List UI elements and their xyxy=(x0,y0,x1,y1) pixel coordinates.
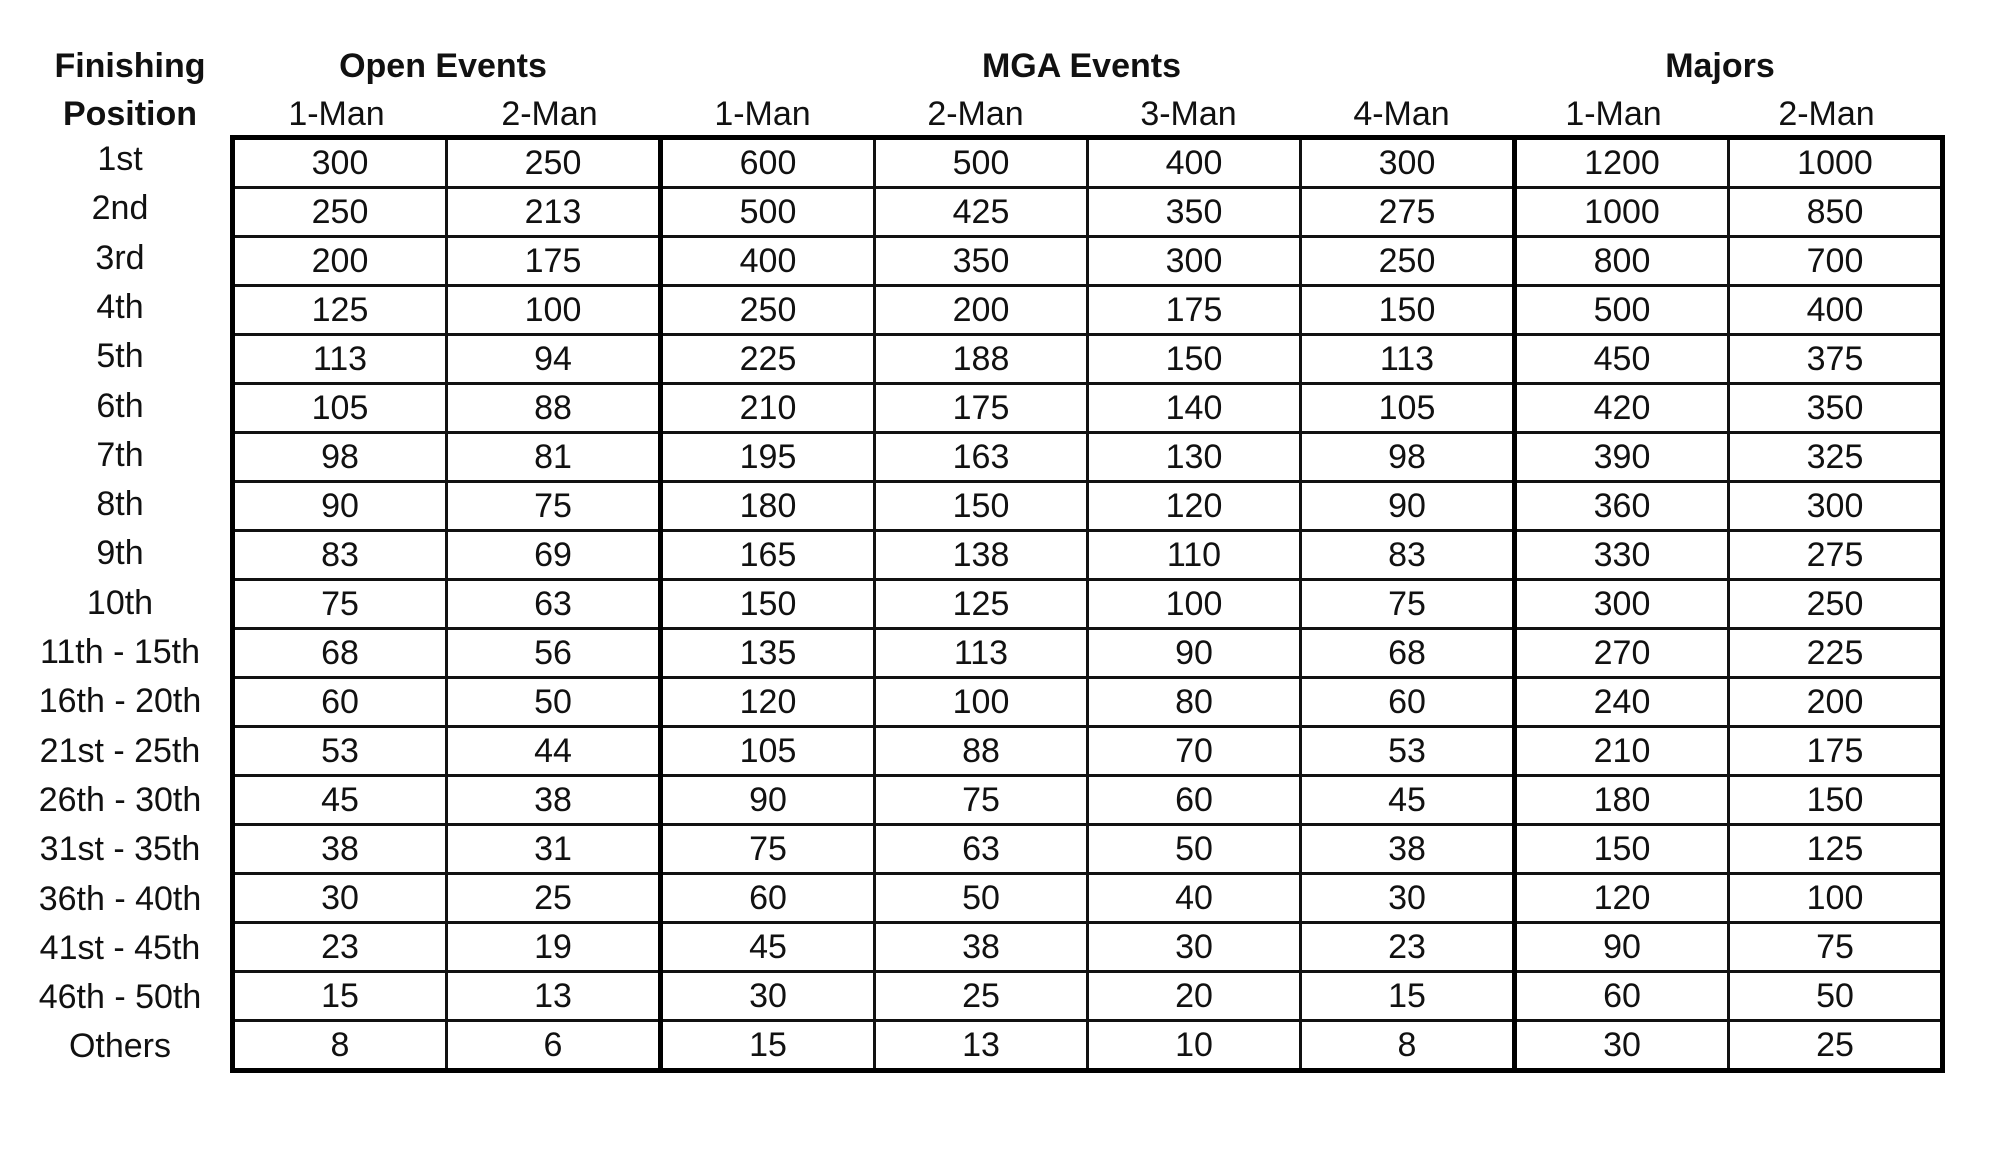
table-cell: 113 xyxy=(1301,335,1515,384)
table-row xyxy=(233,972,1943,1021)
table-cell: 120 xyxy=(1515,874,1729,923)
table-row xyxy=(233,531,1943,580)
table-cell: 390 xyxy=(1515,433,1729,482)
table-cell: 150 xyxy=(1515,825,1729,874)
table-cell: 450 xyxy=(1515,335,1729,384)
row-label: 11th - 15th xyxy=(39,633,201,671)
table-cell: 375 xyxy=(1729,335,1943,384)
table-cell: 69 xyxy=(447,531,661,580)
table-cell: 225 xyxy=(661,335,875,384)
table-row xyxy=(233,776,1943,825)
table-row xyxy=(233,727,1943,776)
table-cell: 75 xyxy=(875,776,1088,825)
table-cell: 135 xyxy=(661,629,875,678)
finishing-position-header-line2: Position xyxy=(62,95,198,133)
row-label: 8th xyxy=(96,485,144,524)
table-cell: 68 xyxy=(1301,629,1515,678)
table-cell: 30 xyxy=(1088,923,1301,972)
finishing-position-header-line1: Finishing xyxy=(54,47,206,85)
table-cell: 163 xyxy=(875,433,1088,482)
table-cell: 350 xyxy=(1088,188,1301,237)
table-cell: 175 xyxy=(1088,286,1301,335)
table-cell: 90 xyxy=(1515,923,1729,972)
table-cell: 83 xyxy=(1301,531,1515,580)
table-cell: 110 xyxy=(1088,531,1301,580)
table-cell: 270 xyxy=(1515,629,1729,678)
table-cell: 300 xyxy=(1729,482,1943,531)
table-cell: 180 xyxy=(661,482,875,531)
table-cell: 13 xyxy=(447,972,661,1021)
table-cell: 138 xyxy=(875,531,1088,580)
row-label: 16th - 20th xyxy=(38,682,202,721)
table-cell: 165 xyxy=(661,531,875,580)
table-cell: 400 xyxy=(1729,286,1943,335)
table-cell: 98 xyxy=(1301,433,1515,482)
table-cell: 30 xyxy=(233,874,447,923)
table-cell: 31 xyxy=(447,825,661,874)
table-cell: 45 xyxy=(661,923,875,972)
table-row xyxy=(233,580,1943,629)
table-cell: 120 xyxy=(1088,482,1301,531)
table-cell: 6 xyxy=(447,1021,661,1071)
table-cell: 700 xyxy=(1729,237,1943,286)
table-cell: 68 xyxy=(233,629,447,678)
table-cell: 75 xyxy=(661,825,875,874)
table-cell: 325 xyxy=(1729,433,1943,482)
table-cell: 195 xyxy=(661,433,875,482)
table-cell: 90 xyxy=(233,482,447,531)
table-cell: 105 xyxy=(233,384,447,433)
table-row xyxy=(233,188,1943,237)
table-cell: 100 xyxy=(1729,874,1943,923)
table-cell: 300 xyxy=(1088,237,1301,286)
table-cell: 88 xyxy=(875,727,1088,776)
table-cell: 19 xyxy=(447,923,661,972)
table-cell: 175 xyxy=(1729,727,1943,776)
table-cell: 300 xyxy=(233,138,447,188)
row-label: 9th xyxy=(96,534,144,573)
table-row xyxy=(233,825,1943,874)
table-cell: 125 xyxy=(875,580,1088,629)
table-cell: 100 xyxy=(447,286,661,335)
table-cell: 250 xyxy=(661,286,875,335)
row-label: 3rd xyxy=(95,238,145,277)
table-cell: 500 xyxy=(1515,286,1729,335)
table-cell: 330 xyxy=(1515,531,1729,580)
subheader-mga-4man: 4-Man xyxy=(1353,95,1450,133)
table-cell: 100 xyxy=(1088,580,1301,629)
table-cell: 150 xyxy=(1301,286,1515,335)
table-cell: 250 xyxy=(1729,580,1943,629)
table-cell: 300 xyxy=(1301,138,1515,188)
table-cell: 275 xyxy=(1301,188,1515,237)
table-cell: 63 xyxy=(875,825,1088,874)
table-cell: 45 xyxy=(233,776,447,825)
table-cell: 94 xyxy=(447,335,661,384)
table-cell: 420 xyxy=(1515,384,1729,433)
table-cell: 60 xyxy=(1088,776,1301,825)
row-label: 31st - 35th xyxy=(39,830,201,869)
table-cell: 200 xyxy=(233,237,447,286)
table-cell: 10 xyxy=(1088,1021,1301,1071)
table-cell: 20 xyxy=(1088,972,1301,1021)
table-cell: 60 xyxy=(1301,678,1515,727)
group-header-majors: Majors xyxy=(1665,47,1775,85)
table-cell: 30 xyxy=(1301,874,1515,923)
table-row xyxy=(233,629,1943,678)
table-cell: 53 xyxy=(1301,727,1515,776)
table-cell: 400 xyxy=(1088,138,1301,188)
table-cell: 15 xyxy=(661,1021,875,1071)
table-cell: 175 xyxy=(447,237,661,286)
table-cell: 100 xyxy=(875,678,1088,727)
table-cell: 88 xyxy=(447,384,661,433)
table-cell: 38 xyxy=(233,825,447,874)
table-cell: 350 xyxy=(1729,384,1943,433)
table-row xyxy=(233,923,1943,972)
subheader-majors-2man: 2-Man xyxy=(1778,95,1875,133)
table-cell: 250 xyxy=(1301,237,1515,286)
row-label: 7th xyxy=(96,435,144,474)
table-cell: 30 xyxy=(661,972,875,1021)
table-cell: 1000 xyxy=(1729,138,1943,188)
table-cell: 25 xyxy=(447,874,661,923)
table-cell: 70 xyxy=(1088,727,1301,776)
table-row xyxy=(233,482,1943,531)
table-cell: 850 xyxy=(1729,188,1943,237)
row-label: 4th xyxy=(96,287,144,326)
table-cell: 50 xyxy=(1729,972,1943,1021)
row-label: 36th - 40th xyxy=(38,879,202,918)
table-cell: 150 xyxy=(875,482,1088,531)
subheader-open-1man: 1-Man xyxy=(288,95,385,133)
table-cell: 425 xyxy=(875,188,1088,237)
table-cell: 60 xyxy=(661,874,875,923)
row-label: 41st - 45th xyxy=(39,928,201,967)
table-cell: 80 xyxy=(1088,678,1301,727)
row-label: 21st - 25th xyxy=(39,731,201,770)
table-cell: 23 xyxy=(1301,923,1515,972)
table-cell: 90 xyxy=(661,776,875,825)
table-cell: 13 xyxy=(875,1021,1088,1071)
table-cell: 81 xyxy=(447,433,661,482)
row-label: 10th xyxy=(86,583,154,622)
table-cell: 275 xyxy=(1729,531,1943,580)
subheader-mga-1man: 1-Man xyxy=(714,95,811,133)
table-row xyxy=(233,1021,1943,1071)
table-row xyxy=(233,874,1943,923)
table-cell: 1000 xyxy=(1515,188,1729,237)
table-cell: 500 xyxy=(661,188,875,237)
table-cell: 8 xyxy=(1301,1021,1515,1071)
table-cell: 105 xyxy=(1301,384,1515,433)
table-cell: 120 xyxy=(661,678,875,727)
table-cell: 56 xyxy=(447,629,661,678)
row-label: 5th xyxy=(96,337,144,376)
row-label: 1st xyxy=(97,140,143,178)
group-header-open-events: Open Events xyxy=(339,47,547,85)
table-cell: 600 xyxy=(661,138,875,188)
subheader-mga-2man: 2-Man xyxy=(927,95,1024,133)
table-cell: 75 xyxy=(1301,580,1515,629)
table-cell: 150 xyxy=(661,580,875,629)
table-cell: 98 xyxy=(233,433,447,482)
table-cell: 188 xyxy=(875,335,1088,384)
table-row xyxy=(233,384,1943,433)
table-cell: 210 xyxy=(1515,727,1729,776)
table-cell: 44 xyxy=(447,727,661,776)
table-cell: 45 xyxy=(1301,776,1515,825)
table-cell: 105 xyxy=(661,727,875,776)
table-cell: 150 xyxy=(1729,776,1943,825)
table-cell: 125 xyxy=(233,286,447,335)
subheader-mga-3man: 3-Man xyxy=(1140,95,1237,133)
table-cell: 180 xyxy=(1515,776,1729,825)
table-cell: 210 xyxy=(661,384,875,433)
table-cell: 213 xyxy=(447,188,661,237)
table-cell: 38 xyxy=(447,776,661,825)
table-row xyxy=(233,335,1943,384)
table-row xyxy=(233,237,1943,286)
table-cell: 50 xyxy=(447,678,661,727)
table-cell: 25 xyxy=(1729,1021,1943,1071)
table-cell: 90 xyxy=(1088,629,1301,678)
table-cell: 200 xyxy=(1729,678,1943,727)
table-cell: 15 xyxy=(233,972,447,1021)
table-cell: 350 xyxy=(875,237,1088,286)
table-cell: 125 xyxy=(1729,825,1943,874)
row-label: 6th xyxy=(96,386,144,425)
table-cell: 300 xyxy=(1515,580,1729,629)
table-cell: 800 xyxy=(1515,237,1729,286)
table-cell: 113 xyxy=(875,629,1088,678)
table-cell: 40 xyxy=(1088,874,1301,923)
table-cell: 53 xyxy=(233,727,447,776)
table-cell: 90 xyxy=(1301,482,1515,531)
table-cell: 75 xyxy=(1729,923,1943,972)
table-cell: 60 xyxy=(233,678,447,727)
table-cell: 140 xyxy=(1088,384,1301,433)
group-header-mga-events: MGA Events xyxy=(981,47,1181,85)
table-cell: 360 xyxy=(1515,482,1729,531)
table-cell: 8 xyxy=(233,1021,447,1071)
subheader-majors-1man: 1-Man xyxy=(1565,95,1662,133)
table-cell: 400 xyxy=(661,237,875,286)
row-label: 26th - 30th xyxy=(38,780,202,819)
table-row xyxy=(233,286,1943,335)
table-cell: 83 xyxy=(233,531,447,580)
table-cell: 25 xyxy=(875,972,1088,1021)
table-cell: 200 xyxy=(875,286,1088,335)
row-label: Others xyxy=(68,1027,172,1066)
subheader-open-2man: 2-Man xyxy=(501,95,598,133)
table-cell: 50 xyxy=(1088,825,1301,874)
table-row xyxy=(233,138,1943,188)
table-cell: 75 xyxy=(447,482,661,531)
table-cell: 250 xyxy=(447,138,661,188)
table-cell: 63 xyxy=(447,580,661,629)
table-cell: 225 xyxy=(1729,629,1943,678)
table-cell: 500 xyxy=(875,138,1088,188)
table-cell: 130 xyxy=(1088,433,1301,482)
table-cell: 50 xyxy=(875,874,1088,923)
points-table xyxy=(230,135,1945,1073)
table-cell: 75 xyxy=(233,580,447,629)
row-label: 46th - 50th xyxy=(38,978,202,1017)
table-cell: 175 xyxy=(875,384,1088,433)
table-cell: 15 xyxy=(1301,972,1515,1021)
table-cell: 113 xyxy=(233,335,447,384)
table-cell: 1200 xyxy=(1515,138,1729,188)
row-label: 2nd xyxy=(91,189,149,228)
table-cell: 60 xyxy=(1515,972,1729,1021)
table-cell: 38 xyxy=(875,923,1088,972)
table-row xyxy=(233,678,1943,727)
table-cell: 250 xyxy=(233,188,447,237)
table-cell: 23 xyxy=(233,923,447,972)
table-row xyxy=(233,433,1943,482)
table-cell: 240 xyxy=(1515,678,1729,727)
table-cell: 150 xyxy=(1088,335,1301,384)
table-cell: 38 xyxy=(1301,825,1515,874)
table-cell: 30 xyxy=(1515,1021,1729,1071)
